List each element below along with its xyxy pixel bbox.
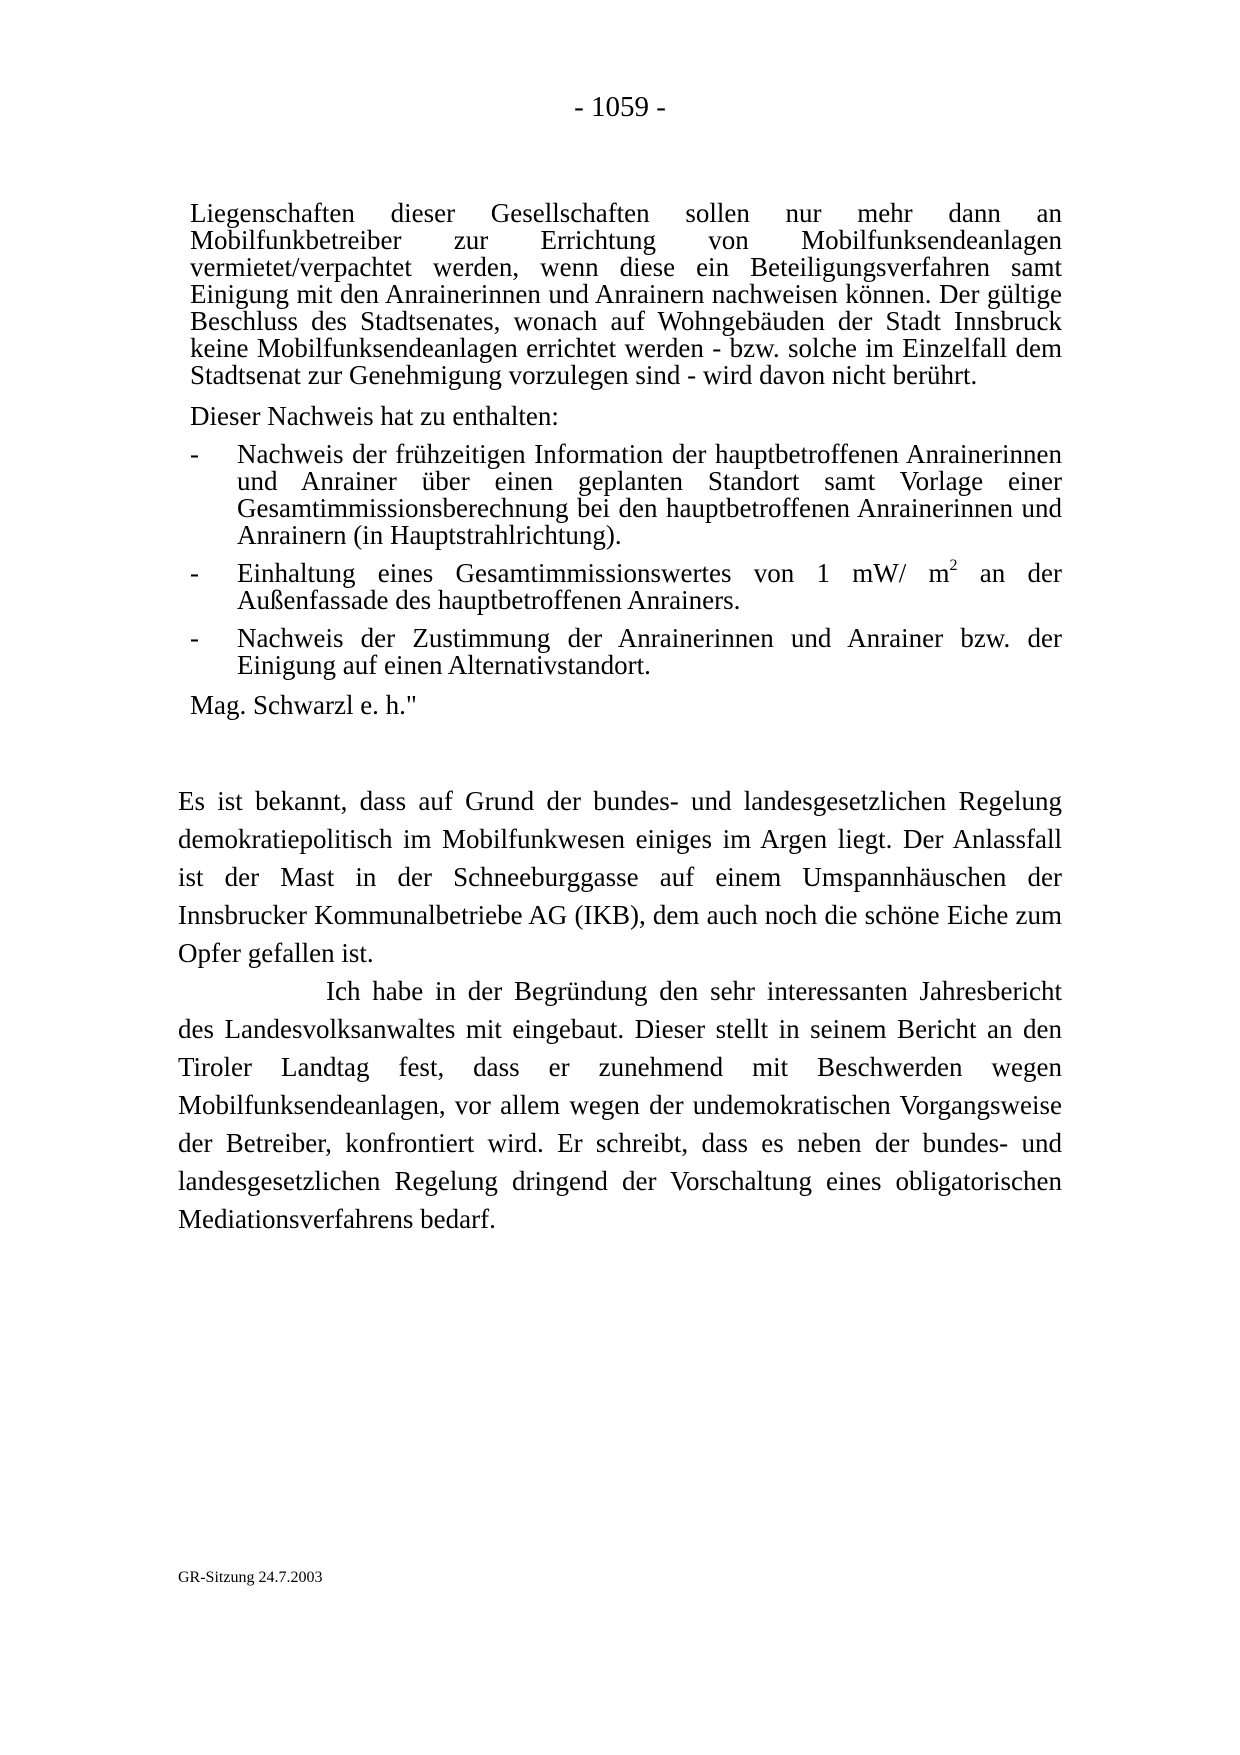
page-number: - 1059 - (574, 91, 666, 123)
speech-paragraph: Es ist bekannt, dass auf Grund der bundes- und landesgesetzlichen Regelung demokratiepolitisch im Mobilfunkwesen einiges im Argen liegt. Der Anlassfall ist der Mast in der Schneeburggasse auf einem Umspannhäuschen der Innsbrucker Kommunalbetriebe AG (IKB), dem auch noch die schöne Eiche zum Opfer gefallen ist. (178, 786, 1062, 968)
speech-text (178, 782, 1062, 1238)
dash-bullet: - (190, 439, 199, 469)
requirements-list (190, 441, 1062, 679)
list-item (190, 441, 1062, 549)
superscript-exponent: 2 (949, 557, 958, 574)
quoted-motion-text (190, 200, 1062, 720)
list-item-text: Nachweis der frühzeitigen Information der hauptbetroffenen Anrainerinnen und Anrainer über einen geplanten Standort samt Vorlage einer Gesamtimmissionsberechnung bei den hauptbetroffenen Anrainerinnen und Anrainern (in Hauptstrahlrichtung). (237, 439, 1062, 550)
list-item (190, 625, 1062, 679)
signature: Mag. Schwarzl e. h." (190, 690, 417, 720)
quote-intro: Dieser Nachweis hat zu enthalten: (190, 401, 559, 431)
list-item-text: Nachweis der Zustimmung der Anrainerinnen und Anrainer bzw. der Einigung auf einen Alternativstandort. (237, 623, 1062, 680)
dash-bullet: - (190, 558, 199, 588)
list-item (190, 557, 1062, 615)
quote-paragraph: Liegenschaften dieser Gesellschaften sollen nur mehr dann an Mobilfunkbetreiber zur Errichtung von Mobilfunksendeanlagen vermietet/verpachtet werden, wenn diese ein Beteiligungsverfahren samt Einigung mit den Anrainerinnen und Anrainern nachweisen können. Der gültige Beschluss des Stadtsenates, wonach auf Wohngebäuden der Stadt Innsbruck keine Mobilfunksendeanlagen errichtet werden - bzw. solche im Einzelfall dem Stadtsenat zur Genehmigung vorzulegen sind - wird davon nicht berührt. (190, 198, 1062, 390)
list-item-text (237, 558, 1062, 615)
speech-paragraph: Ich habe in der Begründung den sehr interessanten Jahresbericht des Landesvolksanwaltes mit eingebaut. Dieser stellt in seinem Bericht an den Tiroler Landtag fest, dass er zunehmend mit Beschwerden wegen Mobilfunksendeanlagen, vor allem wegen der undemokratischen Vorgangsweise der Betreiber, konfrontiert wird. Er schreibt, dass es neben der bundes- und landesgesetzlichen Regelung dringend der Vorschaltung eines obligatorischen Mediationsverfahrens bedarf. (178, 976, 1062, 1234)
list-item-text-after: an der Außenfassade des hauptbetroffenen Anrainers. (237, 558, 1062, 615)
footer-session-date: GR-Sitzung 24.7.2003 (178, 1569, 323, 1586)
dash-bullet: - (190, 623, 199, 653)
list-item-text-before: Einhaltung eines Gesamtimmissionswertes von 1 mW/ m (237, 558, 950, 588)
